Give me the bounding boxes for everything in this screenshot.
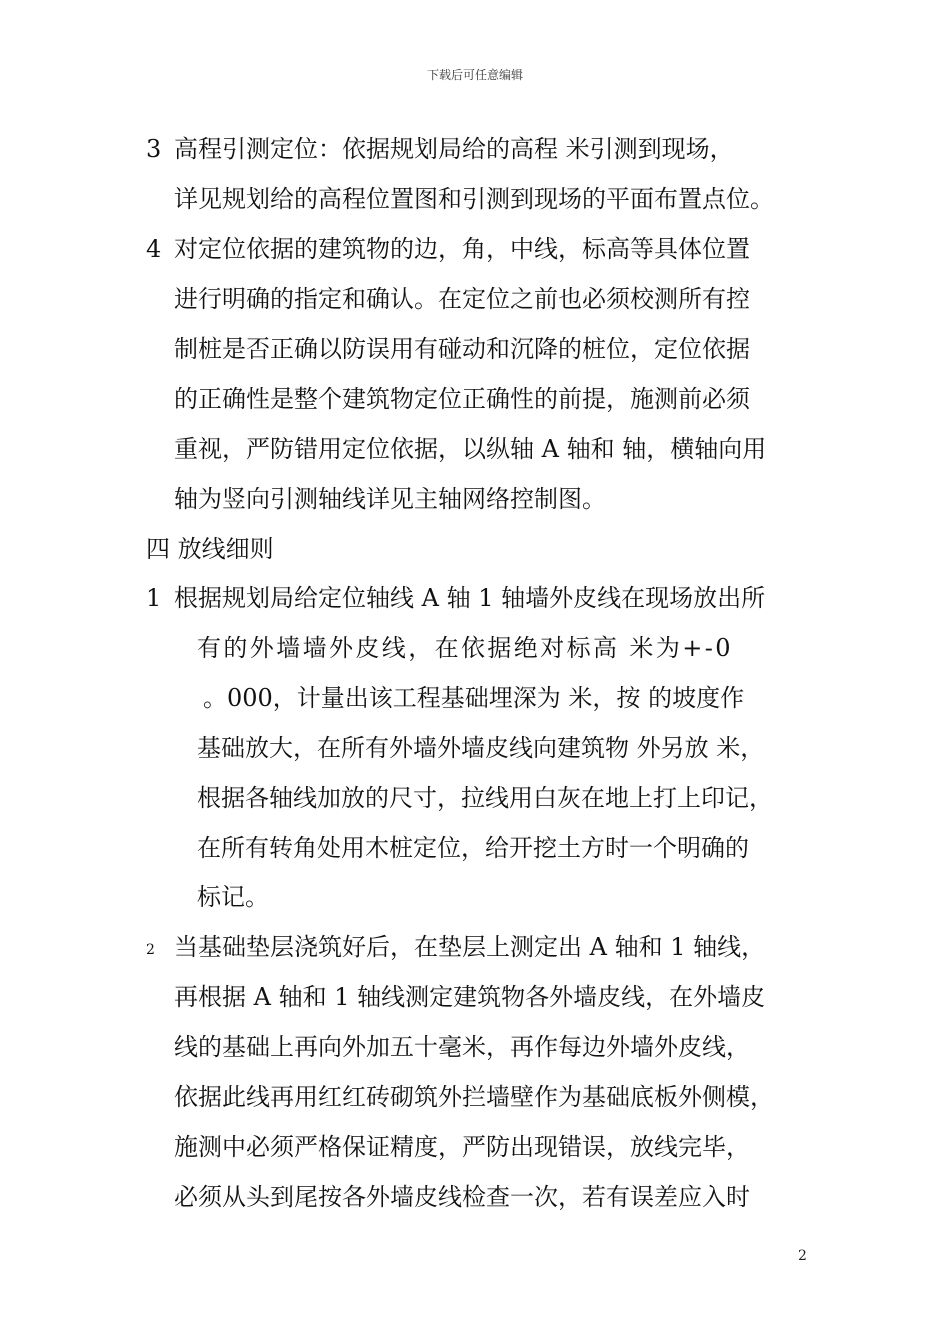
text-line: 施测中必须严格保证精度，严防出现错误，放线完毕， [174,1133,750,1161]
text-line: 标记。 [197,883,269,911]
text-line: 轴为竖向引测轴线详见主轴网络控制图。 [174,485,606,513]
text-line: 高程引测定位：依据规划局给的高程 米引测到现场， [174,135,734,163]
page-number: 2 [798,1248,807,1264]
text-line: 再根据 A 轴和 1 轴线测定建筑物各外墙皮线，在外墙皮 [174,983,766,1011]
text-line: 进行明确的指定和确认。在定位之前也必须校测所有控 [174,285,750,313]
text-line: 依据此线再用红红砖砌筑外拦墙壁作为基础底板外侧模， [174,1083,774,1111]
text-line: 根据规划局给定位轴线 A 轴 1 轴墙外皮线在现场放出所 [174,584,766,612]
item-number: 2 [146,942,155,958]
text-line: 有的外墙墙外皮线，在依据绝对标高 米为+-0 [197,634,733,662]
text-line: 线的基础上再向外加五十毫米，再作每边外墙外皮线， [174,1033,750,1061]
text-line: 。000，计量出该工程基础埋深为 米，按 的坡度作 [203,684,745,712]
text-line: 对定位依据的建筑物的边，角，中线，标高等具体位置 [174,235,750,263]
page-header: 下载后可任意编辑 [426,68,523,82]
text-line: 基础放大，在所有外墙外墙皮线向建筑物 外另放 米， [197,734,765,762]
item-number: 3 [146,135,162,163]
text-line: 当基础垫层浇筑好后，在垫层上测定出 A 轴和 1 轴线， [174,933,766,961]
text-line: 的正确性是整个建筑物定位正确性的前提，施测前必须 [174,385,750,413]
text-line: 制桩是否正确以防误用有碰动和沉降的桩位，定位依据 [174,335,750,363]
text-line: 根据各轴线加放的尺寸，拉线用白灰在地上打上印记， [197,784,773,812]
text-line: 必须从头到尾按各外墙皮线检查一次，若有误差应入时 [174,1183,750,1211]
item-number: 1 [146,584,162,612]
text-line: 详见规划给的高程位置图和引测到现场的平面布置点位。 [174,185,774,213]
text-line: 重视，严防错用定位依据，以纵轴 A 轴和 轴，横轴向用 [174,435,767,463]
section-heading: 四 放线细则 [146,535,274,563]
text-line: 在所有转角处用木桩定位，给开挖土方时一个明确的 [197,834,749,862]
item-number: 4 [146,235,162,263]
